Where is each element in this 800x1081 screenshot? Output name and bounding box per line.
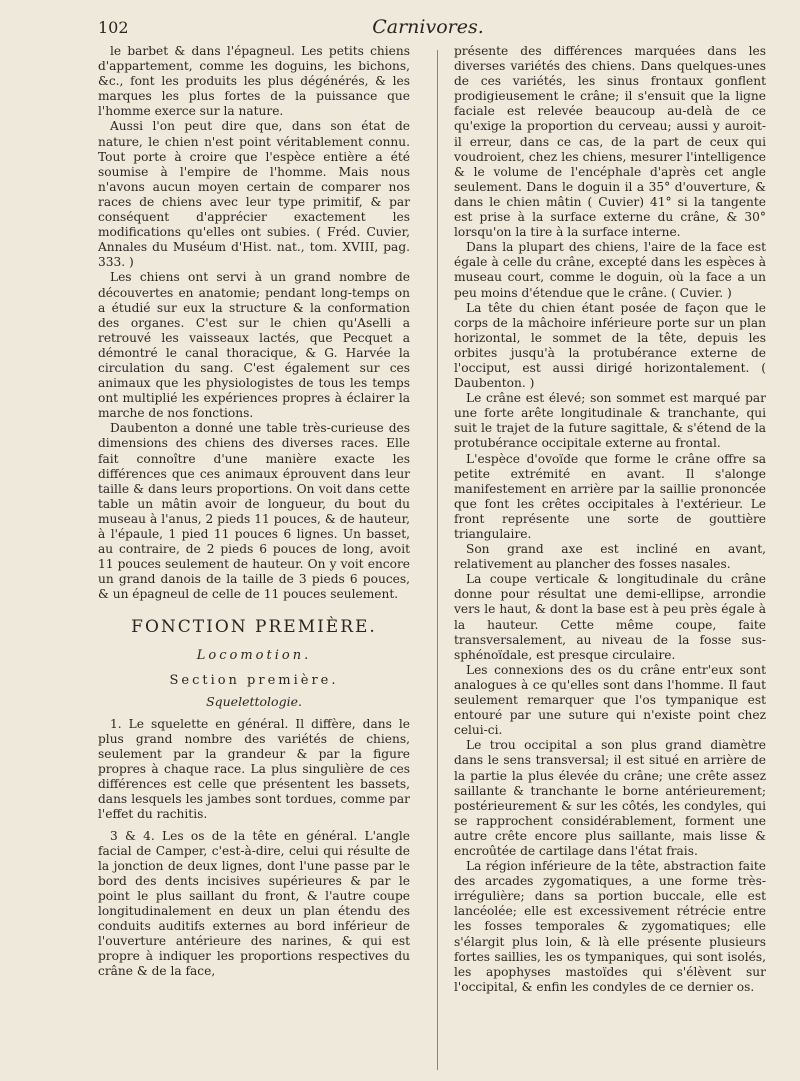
column-divider: [437, 50, 438, 1070]
right-column: [454, 44, 766, 995]
paragraph: La tête du chien étant posée de façon que le corps de la mâchoire inférieure porte sur un plan horizontal, le sommet de la tête, depuis les orbites jusqu'à la protubérance externe de l'occiput, est aussi dirigé horizontalement. ( Daubenton. ): [454, 300, 766, 391]
paragraph: Les chiens ont servi à un grand nombre de découvertes en anatomie; pendant long-temps on a étudié sur eux la structure & la conformation des organes. C'est sur le chien qu'Aselli a retrouvé les vaisseaux lactés, que Pecquet a démontré le canal thoracique, & G. Harvée la circulation du sang. C'est également sur ces animaux que les physiologistes de tous les temps ont multiplié les expériences propres à éclairer la marche de nos fonctions.: [98, 270, 410, 421]
paragraph: le barbet & dans l'épagneul. Les petits chiens d'appartement, comme les doguins, les bichons, &c., font les produits les plus dégénérés, & les marques les plus fortes de la puissance que l'homme exerce sur la nature.: [98, 44, 410, 119]
paragraph: Son grand axe est incliné en avant, relativement au plancher des fosses nasales.: [454, 542, 766, 572]
left-column: [98, 44, 410, 979]
paragraph: La coupe verticale & longitudinale du crâne donne pour résultat une demi-ellipse, arrondie vers le haut, & dont la base est à peu près égale à la hauteur. Cette même coupe, faite transversalement, au niveau de la fosse sus-sphénoïdale, est presque circulaire.: [454, 572, 766, 662]
paragraph: Daubenton a donné une table très-curieuse des dimensions des chiens des diverses races. Elle fait connoître d'une manière exacte les différences que ces animaux éprouvent dans leur taille & dans leurs proportions. On voit dans cette table un mâtin avoir de longueur, du bout du museau à l'anus, 2 pieds 11 pouces, & de hauteur, à l'épaule, 1 pied 11 pouces 6 lignes. Un basset, au contraire, de 2 pieds 6 pouces de long, avoit 11 pouces seulement de hauteur. On y voit encore un grand danois de la taille de 3 pieds 6 pouces, & un épagneul de celle de 11 pouces seulement.: [98, 421, 410, 602]
paragraph: présente des différences marquées dans les diverses variétés des chiens. Dans quelques-unes de ces variétés, les sinus frontaux gonflent prodigieusement le crâne; il s'ensuit que la ligne faciale est relevée beaucoup au-delà de ce qu'exige la proportion du cerveau; aussi y auroit-il erreur, dans ce cas, de la part de ceux qui voudroient, chez les chiens, mesurer l'intelligence & le volume de l'encéphale d'après cet angle seulement. Dans le doguin il a 35° d'ouverture, & dans le chien mâtin ( Cuvier) 41° si la tangente est prise à la surface externe du crâne, & 30° lorsqu'on la tire à la surface interne.: [454, 44, 766, 240]
paragraph: La région inférieure de la tête, abstraction faite des arcades zygomatiques, a une forme très-irrégulière; dans sa portion buccale, elle est lancéolée; elle est excessivement rétrécie entre les fosses temporales & zygomatiques; elle s'élargit plus loin, & là elle présente plusieurs fortes saillies, les os tympaniques, qui sont isolés, les apophyses mastoïdes qui s'élèvent sur l'occipital, & enfin les condyles de ce dernier os.: [454, 859, 766, 994]
heading-fonction: FONCTION PREMIÈRE.: [131, 617, 377, 638]
paragraph: 1. Le squelette en général. Il diffère, dans le plus grand nombre des variétés de chiens, seulement par la grandeur & par la figure propres à chaque race. La plus singulière de ces différences est celle que présentent les bassets, dans lesquels les jambes sont tordues, comme par l'effet du rachitis.: [98, 716, 410, 822]
heading-locomotion: Locomotion.: [196, 647, 312, 663]
running-head: Carnivores.: [372, 16, 484, 38]
page-header: [98, 14, 758, 40]
heading-squelettologie: Squelettologie.: [206, 693, 302, 709]
paragraph: Dans la plupart des chiens, l'aire de la face est égale à celle du crâne, excepté dans les espèces à museau court, comme le doguin, où la face a un peu moins d'étendue que le crâne. ( Cuvier. ): [454, 240, 766, 300]
paragraph: L'espèce d'ovoïde que forme le crâne offre sa petite extrémité en avant. Il s'alonge manifestement en arrière par la saillie prononcée que font les crêtes occipitales à l'extérieur. Le front représente une sorte de gouttière triangulaire.: [454, 451, 766, 541]
page-number: 102: [98, 18, 129, 37]
paragraph: Aussi l'on peut dire que, dans son état de nature, le chien n'est point véritablement connu. Tout porte à croire que l'espèce entière a été soumise à l'empire de l'homme. Mais nous n'avons aucun moyen certain de comparer nos races de chiens avec leur type primitif, & par conséquent d'apprécier exactement les modifications qu'elles ont subies. ( Fréd. Cuvier, Annales du Muséum d'Hist. nat., tom. XVIII, pag. 333. ): [98, 119, 410, 270]
paragraph: 3 & 4. Les os de la tête en général. L'angle facial de Camper, c'est-à-dire, celui qui résulte de la jonction de deux lignes, dont l'une passe par le bord des dents incisives supérieures & par le point le plus saillant du front, & l'autre coupe longitudinalement en deux un plan étendu des conduits auditifs externes au bord inférieur de l'ouverture antérieure des narines, & qui est propre à indiquer les proportions respectives du crâne & de la face,: [98, 828, 410, 979]
paragraph: Les connexions des os du crâne entr'eux sont analogues à ce qu'elles sont dans l'homme. Il faut seulement remarquer que l'os tympanique est entouré par une suture qui n'existe point chez celui-ci.: [454, 662, 766, 738]
paragraph: Le crâne est élevé; son sommet est marqué par une forte arête longitudinale & tranchante, qui suit le trajet de la future sagittale, & s'étend de la protubérance occipitale externe au frontal.: [454, 391, 766, 451]
paragraph: Le trou occipital a son plus grand diamètre dans le sens transversal; il est situé en arrière de la partie la plus élevée du crâne; une crête assez saillante & tranchante le borne antérieurement; postérieurement & sur les côtés, les condyles, qui se rapprochent considérablement, forment une autre crête encore plus saillante, mais lisse & encroûtée de cartilage dans l'état frais.: [454, 738, 766, 858]
heading-section: Section première.: [169, 672, 339, 688]
